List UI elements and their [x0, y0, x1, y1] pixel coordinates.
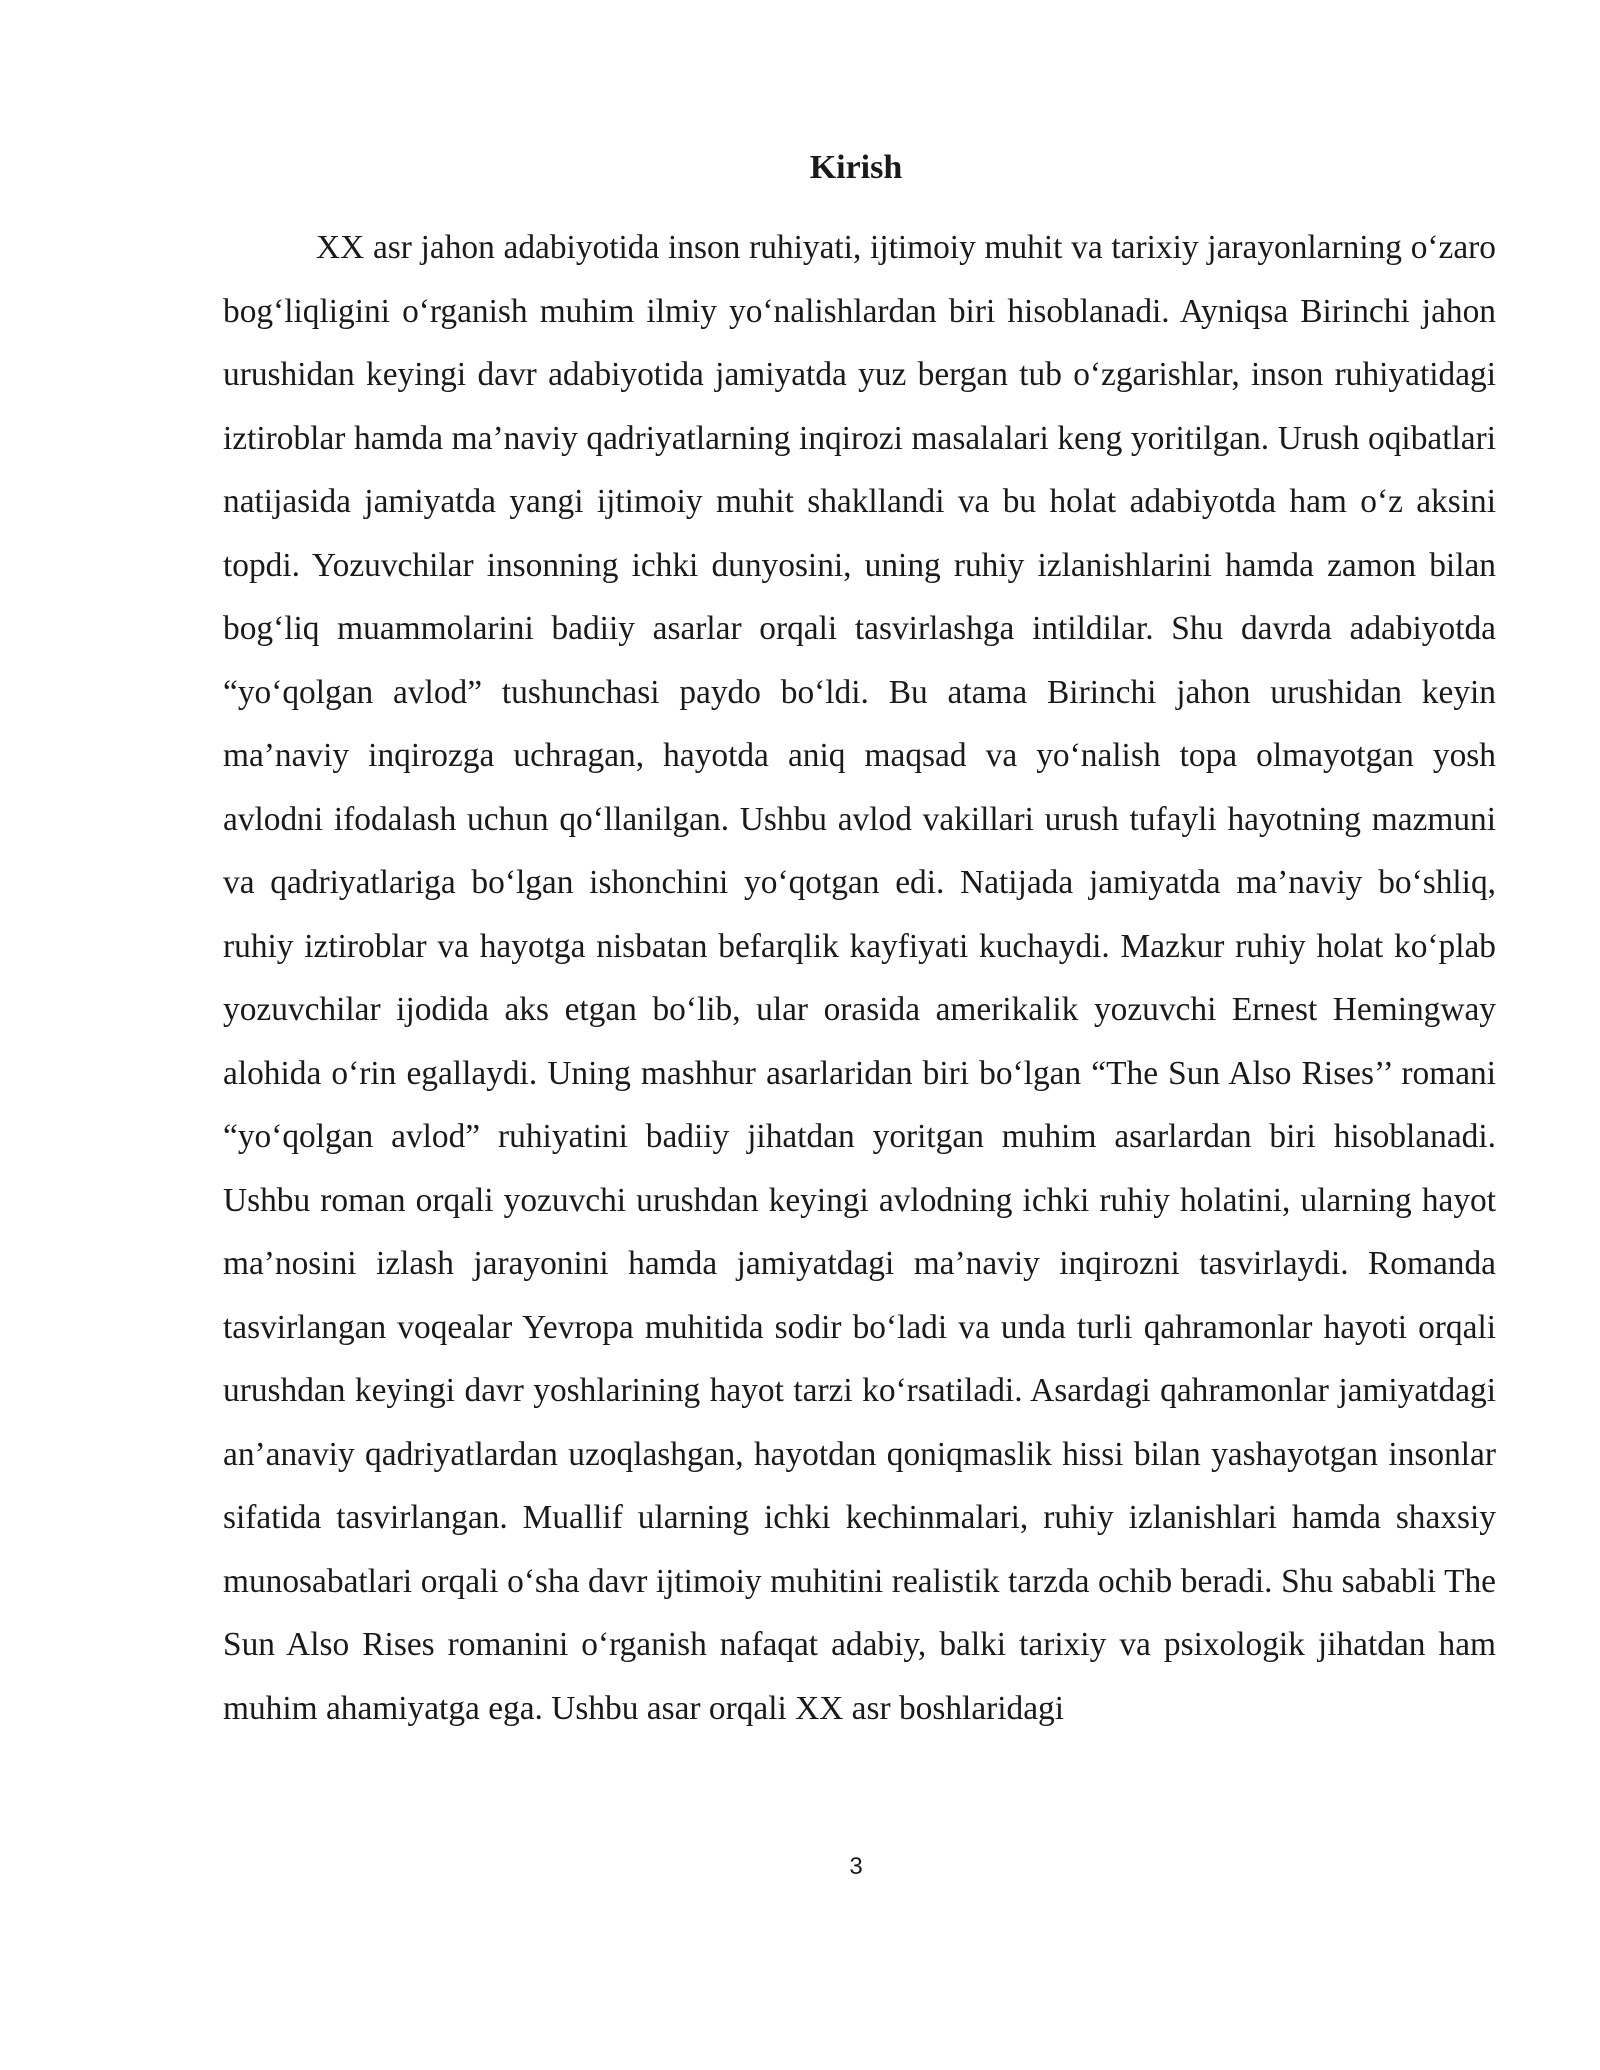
page-number: 3: [849, 1853, 863, 1880]
body-text: [223, 216, 1496, 1740]
section-title: Kirish: [809, 149, 903, 186]
paragraph: XX asr jahon adabiyotida inson ruhiyati, ijtimoiy muhit va tarixiy jarayonlarning o‘zaro bog‘liqligini o‘rganish muhim ilmiy yo‘nalishlardan biri hisoblanadi. Ayniqsa Birinchi jahon urushidan keyingi davr adabiyotida jamiyatda yuz bergan tub o‘zgarishlar, inson ruhiyatidagi iztiroblar hamda ma’naviy qadriyatlarning inqirozi masalalari keng yoritilgan. Urush oqibatlari natijasida jamiyatda yangi ijtimoiy muhit shakllandi va bu holat adabiyotda ham o‘z aksini topdi. Yozuvchilar insonning ichki dunyosini, uning ruhiy izlanishlarini hamda zamon bilan bog‘liq muammolarini badiiy asarlar orqali tasvirlashga intildilar. Shu davrda adabiyotda “yo‘qolgan avlod” tushunchasi paydo bo‘ldi. Bu atama Birinchi jahon urushidan keyin ma’naviy inqirozga uchragan, hayotda aniq maqsad va yo‘nalish topa olmayotgan yosh avlodni ifodalash uchun qo‘llanilgan. Ushbu avlod vakillari urush tufayli hayotning mazmuni va qadriyatlariga bo‘lgan ishonchini yo‘qotgan edi. Natijada jamiyatda ma’naviy bo‘shliq, ruhiy iztiroblar va hayotga nisbatan befarqlik kayfiyati kuchaydi. Mazkur ruhiy holat ko‘plab yozuvchilar ijodida aks etgan bo‘lib, ular orasida amerikalik yozuvchi Ernest Hemingway alohida o‘rin egallaydi. Uning mashhur asarlaridan biri bo‘lgan “The Sun Also Rises’’ romani “yo‘qolgan avlod” ruhiyatini badiiy jihatdan yoritgan muhim asarlardan biri hisoblanadi. Ushbu roman orqali yozuvchi urushdan keyingi avlodning ichki ruhiy holatini, ularning hayot ma’nosini izlash jarayonini hamda jamiyatdagi ma’naviy inqirozni tasvirlaydi. Romanda tasvirlangan voqealar Yevropa muhitida sodir bo‘ladi va unda turli qahramonlar hayoti orqali urushdan keyingi davr yoshlarining hayot tarzi ko‘rsatiladi. Asardagi qahramonlar jamiyatdagi an’anaviy qadriyatlardan uzoqlashgan, hayotdan qoniqmaslik hissi bilan yashayotgan insonlar sifatida tasvirlangan. Muallif ularning ichki kechinmalari, ruhiy izlanishlari hamda shaxsiy munosabatlari orqali o‘sha davr ijtimoiy muhitini realistik tarzda ochib beradi. Shu sababli The Sun Also Rises romanini o‘rganish nafaqat adabiy, balki tarixiy va psixologik jihatdan ham muhim ahamiyatga ega. Ushbu asar orqali XX asr boshlaridagi: [223, 229, 1496, 1727]
